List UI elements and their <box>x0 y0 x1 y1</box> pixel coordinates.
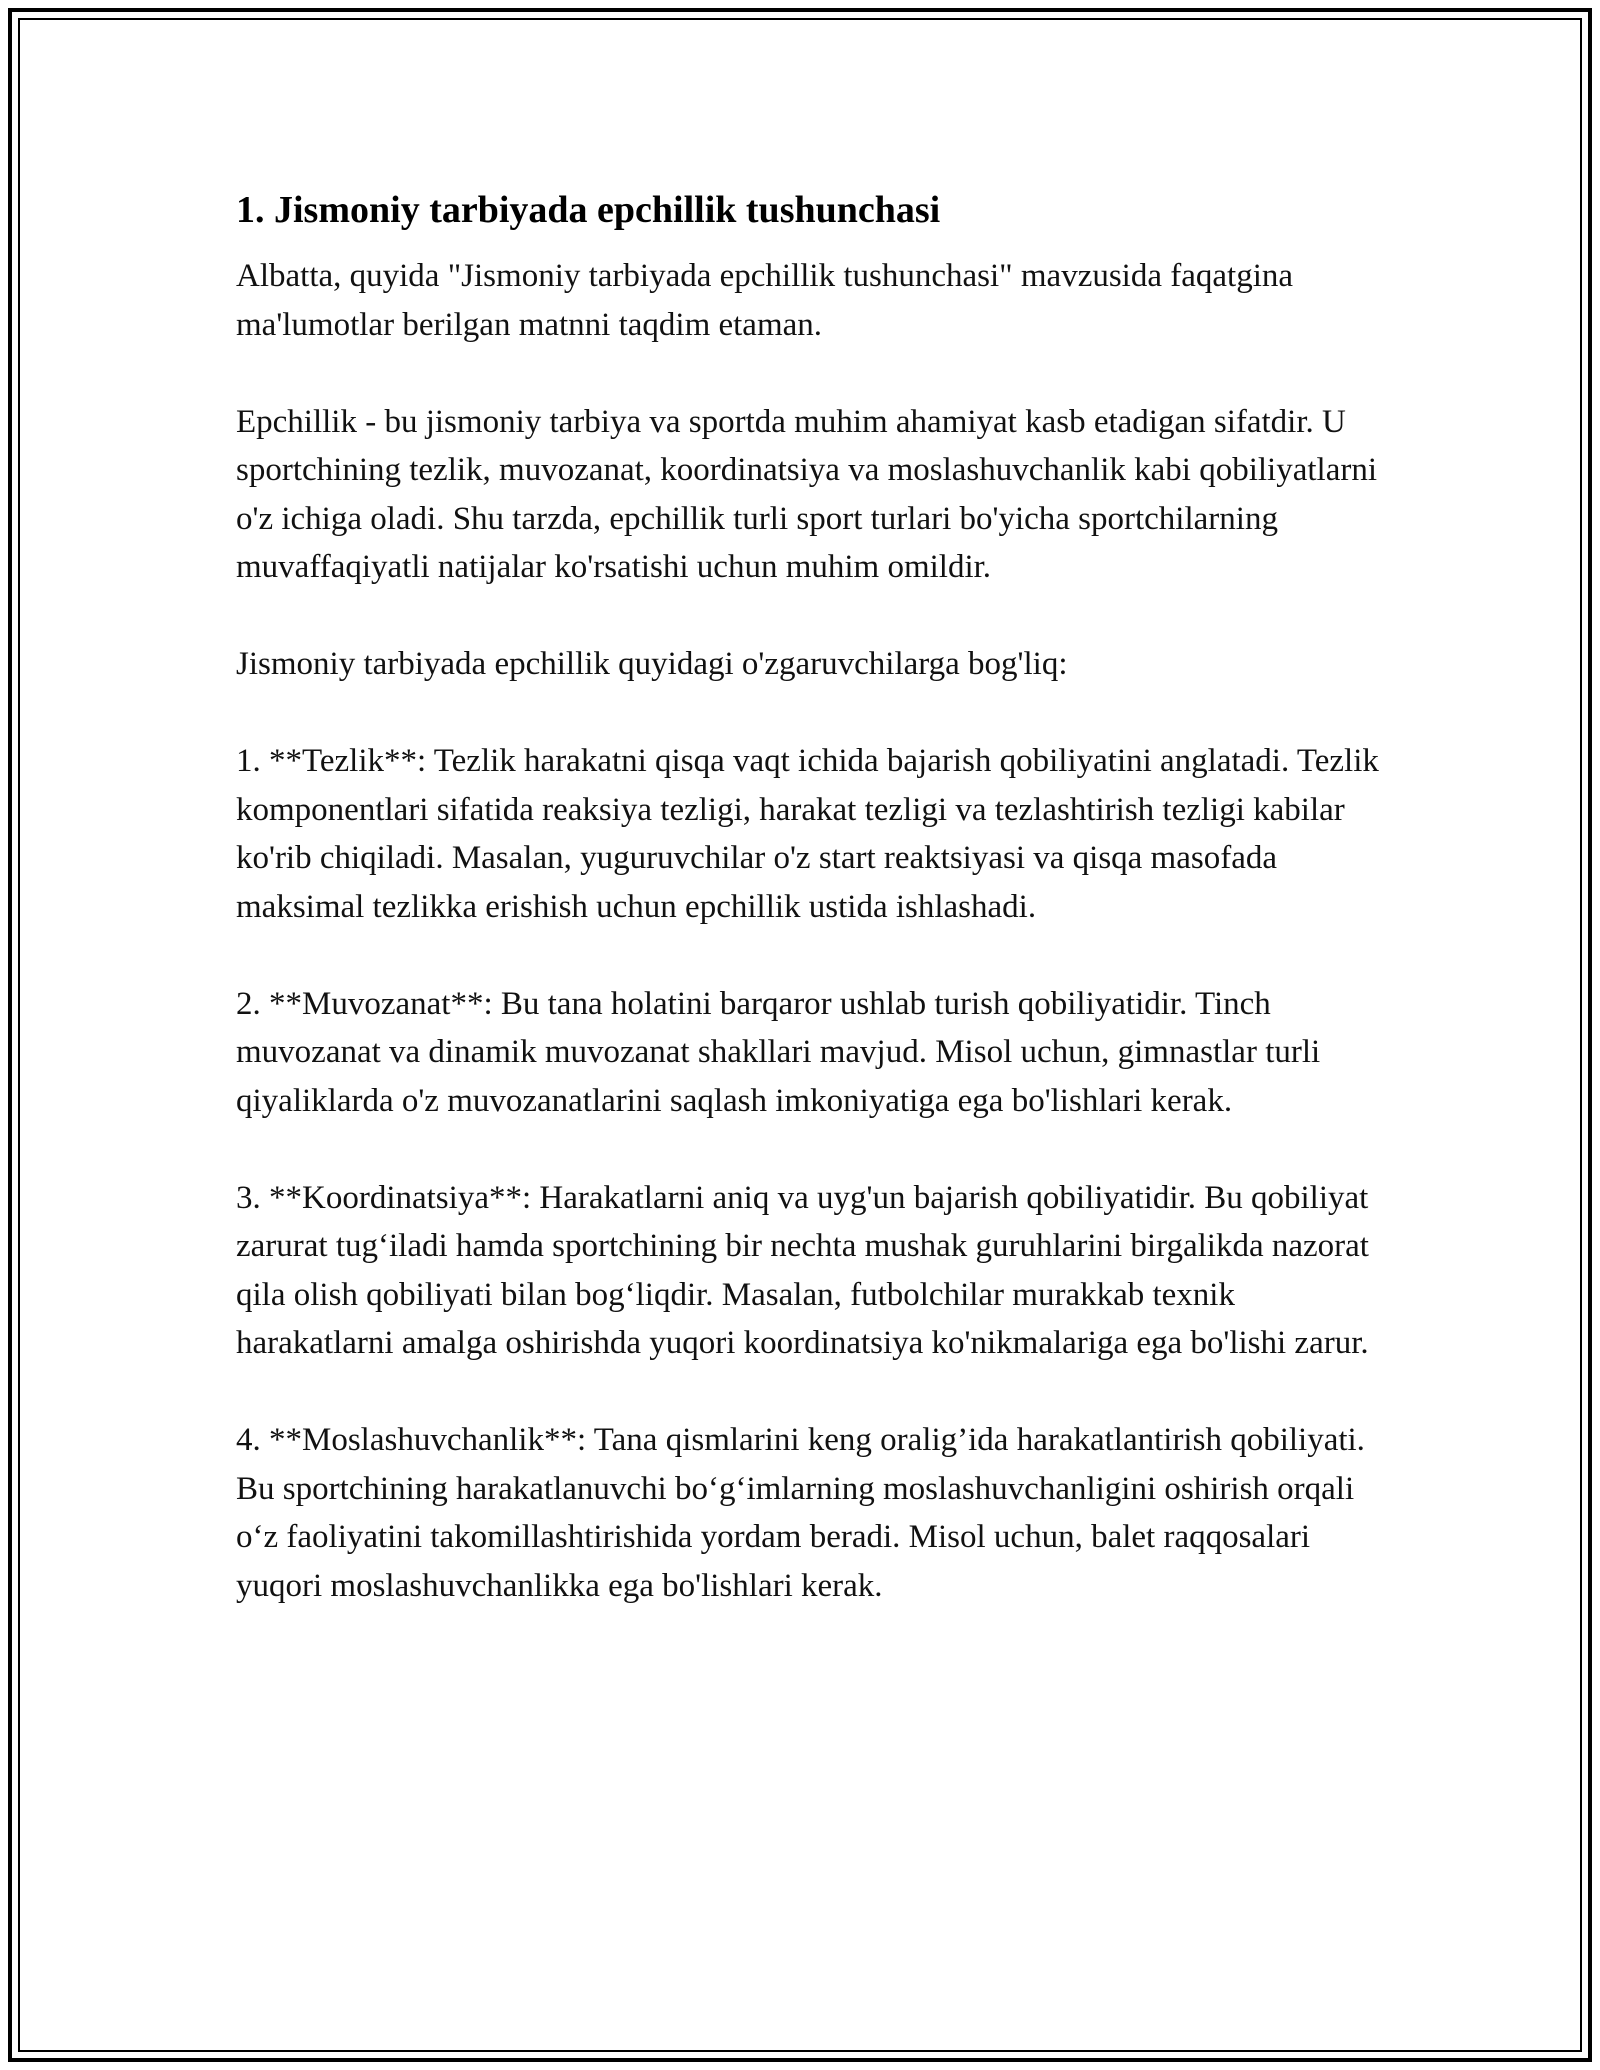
list-item-flexibility: 4. **Moslashuvchanlik**: Tana qismlarini keng oralig’ida harakatlantirish qobiliyati. Bu sportchining harakatlanuvchi bo‘g‘imlarning moslashuvchanligini oshirish orqali o‘z faoliyatini takomillashtirishida yordam beradi. Misol uchun, balet raqqosalari yuqori moslashuvchanlikka ega bo'lishlari kerak. <box>236 1422 1365 1604</box>
list-item-balance: 2. **Muvozanat**: Bu tana holatini barqaror ushlab turish qobiliyatidir. Tinch muvozanat va dinamik muvozanat shakllari mavjud. Misol uchun, gimnastlar turli qiyaliklarda o'z muvozanatlarini saqlash imkoniyatiga ega bo'lishlari kerak. <box>236 985 1321 1119</box>
list-item-coordination: 3. **Koordinatsiya**: Harakatlarni aniq va uyg'un bajarish qobiliyatidir. Bu qobiliyat zarurat tug‘iladi hamda sportchining bir nechta mushak guruhlarini birgalikda nazorat qila olish qobiliyati bilan bog‘liqdir. Masalan, futbolchilar murakkab texnik harakatlarni amalga oshirishda yuqori koordinatsiya ko'nikmalariga ega bo'lishi zarur. <box>236 1179 1369 1361</box>
definition-paragraph: Epchillik - bu jismoniy tarbiya va sportda muhim ahamiyat kasb etadigan sifatdir. U sportchining tezlik, muvozanat, koordinatsiya va moslashuvchanlik kabi qobiliyatlarni o'z ichiga oladi. Shu tarzda, epchillik turli sport turlari bo'yicha sportchilarning muvaffaqiyatli natijalar ko'rsatishi uchun muhim omildir. <box>236 403 1377 585</box>
document-body <box>236 186 1386 1659</box>
intro-paragraph: Albatta, quyida "Jismoniy tarbiyada epchillik tushunchasi" mavzusida faqatgina ma'lumotlar berilgan matnni taqdim etaman. <box>236 258 1294 343</box>
document-title: 1. Jismoniy tarbiyada epchillik tushunchasi <box>236 189 941 231</box>
list-item-speed: 1. **Tezlik**: Tezlik harakatni qisqa vaqt ichida bajarish qobiliyatini anglatadi. Tezlik komponentlari sifatida reaksiya tezligi, harakat tezligi va tezlashtirish tezligi kabilar ko'rib chiqiladi. Masalan, yuguruvchilar o'z start reaktsiyasi va qisqa masofada maksimal tezlikka erishish uchun epchillik ustida ishlashadi. <box>236 743 1379 925</box>
dependency-paragraph: Jismoniy tarbiyada epchillik quyidagi o'zgaruvchilarga bog'liq: <box>236 646 1068 682</box>
